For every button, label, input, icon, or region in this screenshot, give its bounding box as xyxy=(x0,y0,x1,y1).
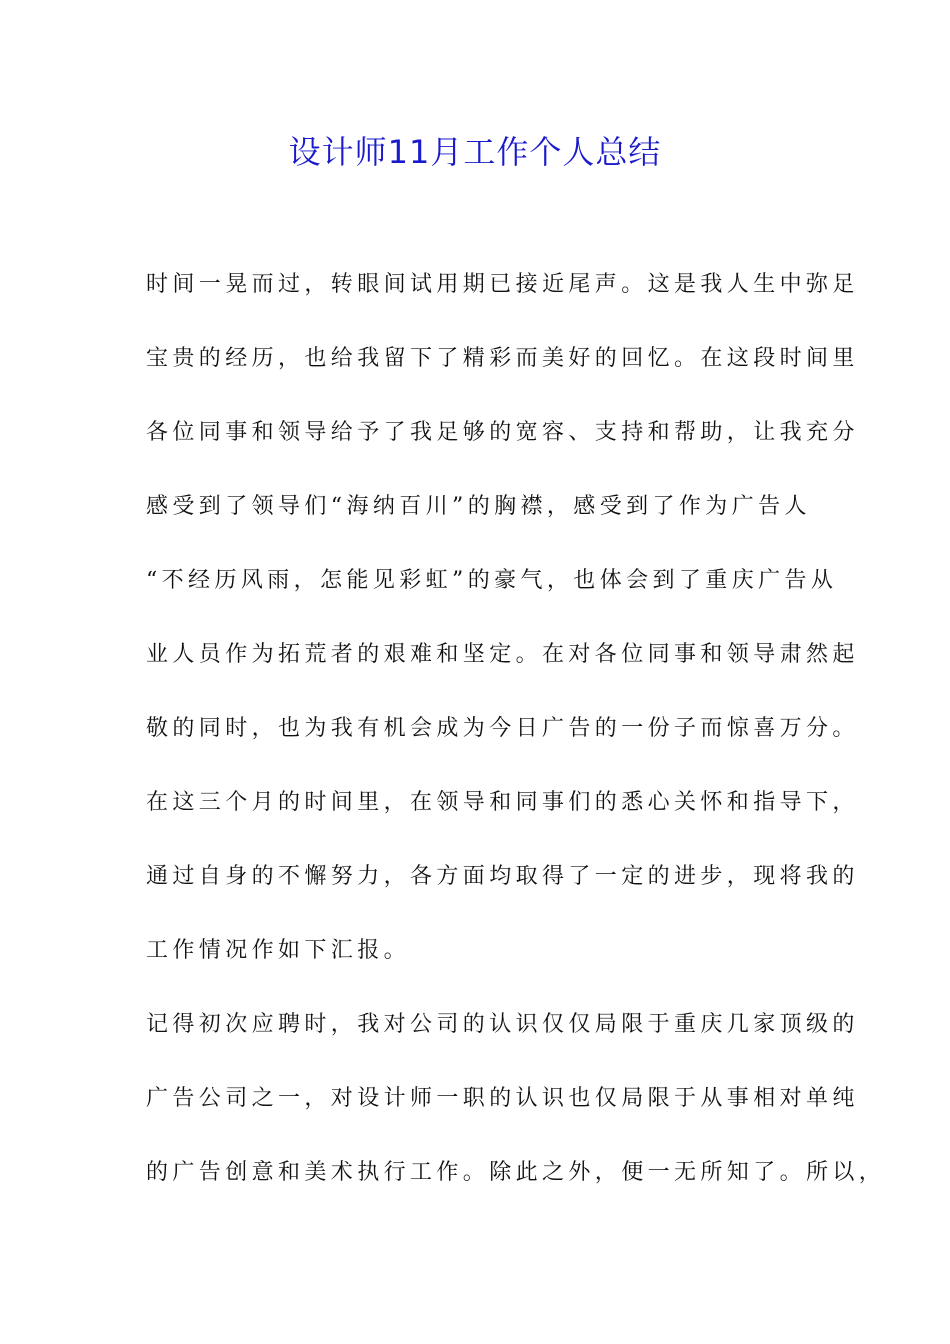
body-line-1: 时间一晃而过，转眼间试用期已接近尾声。这是我人生中弥足 xyxy=(146,272,859,297)
body-line-13: 的广告创意和美术执行工作。除此之外，便一无所知了。所以， xyxy=(146,1160,886,1185)
body-line-11: 记得初次应聘时，我对公司的认识仅仅局限于重庆几家顶级的 xyxy=(146,1012,859,1037)
body-line-5: “不经历风雨，怎能见彩虹”的豪气，也体会到了重庆广告从 xyxy=(146,568,838,593)
body-line-3: 各位同事和领导给予了我足够的宽容、支持和帮助，让我充分 xyxy=(146,420,859,445)
body-line-12: 广告公司之一，对设计师一职的认识也仅局限于从事相对单纯 xyxy=(146,1086,859,1111)
body-line-4: 感受到了领导们“海纳百川”的胸襟，感受到了作为广告人 xyxy=(146,494,811,519)
body-line-7: 敬的同时，也为我有机会成为今日广告的一份子而惊喜万分。 xyxy=(146,716,859,741)
body-line-9: 通过自身的不懈努力，各方面均取得了一定的进步，现将我的 xyxy=(146,864,859,889)
document-title: 设计师11月工作个人总结 xyxy=(288,133,662,171)
body-line-6: 业人员作为拓荒者的艰难和坚定。在对各位同事和领导肃然起 xyxy=(146,642,859,667)
body-line-2: 宝贵的经历，也给我留下了精彩而美好的回忆。在这段时间里 xyxy=(146,346,859,371)
body-line-10: 工作情况作如下汇报。 xyxy=(146,938,411,963)
body-line-8: 在这三个月的时间里，在领导和同事们的悉心关怀和指导下， xyxy=(146,790,859,815)
